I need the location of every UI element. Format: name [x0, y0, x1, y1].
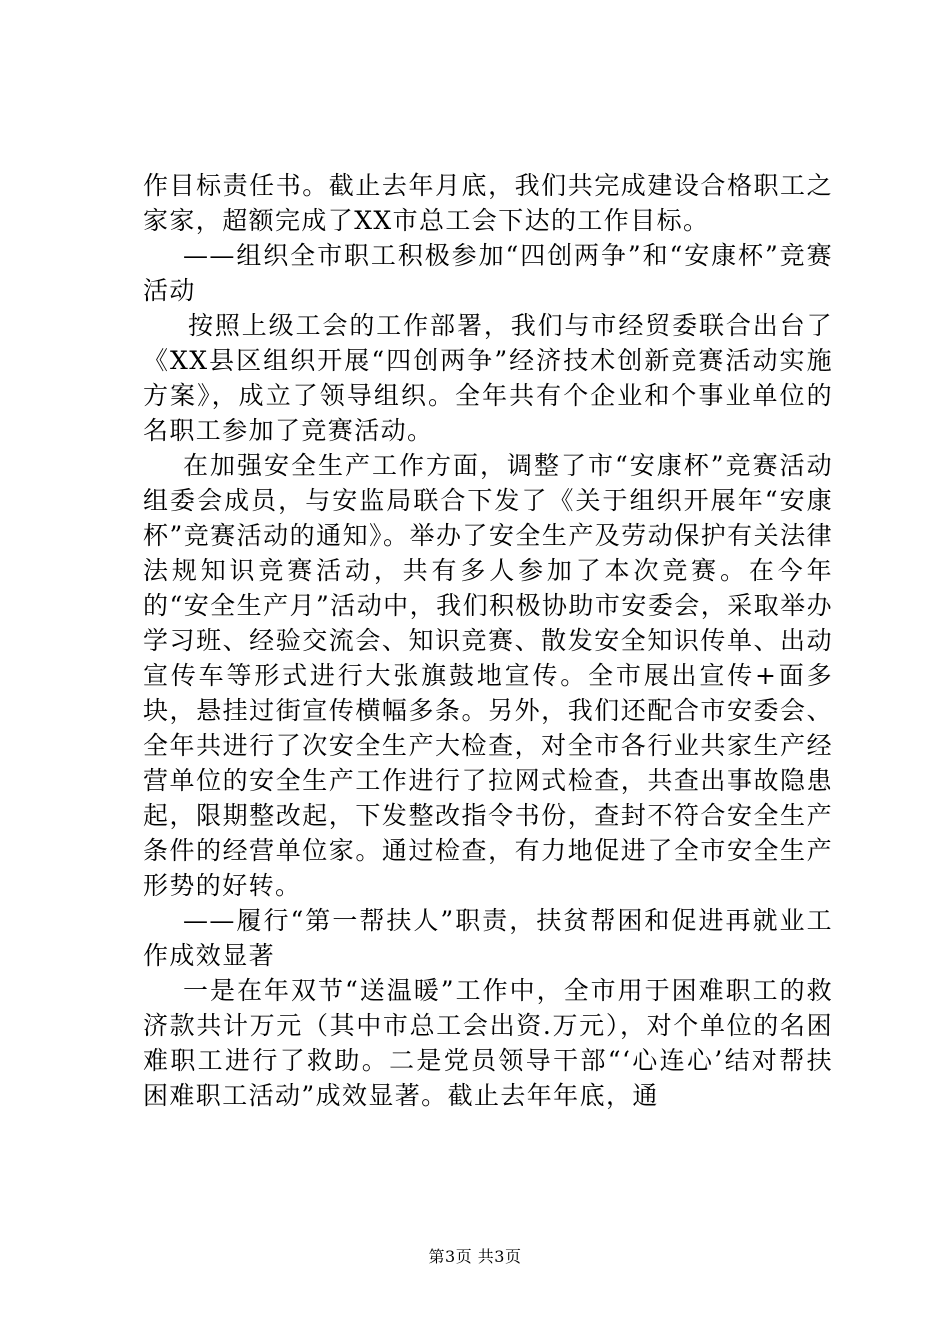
paragraph-1: 作目标责任书。截止去年月底，我们共完成建设合格职工之家家，超额完成了XX市总工会下达的工作目标。	[143, 171, 833, 235]
paragraph-5-heading: ——履行“第一帮扶人”职责，扶贫帮困和促进再就业工作成效显著	[143, 906, 833, 970]
document-body	[143, 168, 833, 1113]
paragraph-4: 在加强安全生产工作方面，调整了市“安康杯”竞赛活动组委会成员，与安监局联合下发了《关于组织开展年“安康杯”竞赛活动的通知》。举办了安全生产及劳动保护有关法律法规知识竞赛活动，共有多人参加了本次竞赛。在今年的“安全生产月”活动中，我们积极协助市安委会，采取举办学习班、经验交流会、知识竞赛、散发安全知识传单、出动宣传车等形式进行大张旗鼓地宣传。全市展出宣传+面多块，悬挂过街宣传横幅多条。另外，我们还配合市安委会、全年共进行了次安全生产大检查，对全市各行业共家生产经营单位的安全生产工作进行了拉网式检查，共查出事故隐患起，限期整改起，下发整改指令书份，查封不符合安全生产条件的经营单位家。通过检查，有力地促进了全市安全生产形势的好转。	[143, 451, 833, 900]
page-number-footer: 第3页 共3页	[428, 1247, 522, 1266]
paragraph-6: 一是在年双节“送温暖”工作中，全市用于困难职工的救济款共计万元（其中市总工会出资.万元），对个单位的名困难职工进行了救助。二是党员领导干部“‘心连心’结对帮扶困难职工活动”成效显著。截止去年年底，通	[143, 976, 833, 1110]
paragraph-2-heading: ——组织全市职工积极参加“四创两争”和“安康杯”竞赛活动	[143, 241, 833, 305]
paragraph-3: 按照上级工会的工作部署，我们与市经贸委联合出台了《XX县区组织开展“四创两争”经济技术创新竞赛活动实施方案》，成立了领导组织。全年共有个企业和个事业单位的名职工参加了竞赛活动。	[143, 311, 833, 445]
